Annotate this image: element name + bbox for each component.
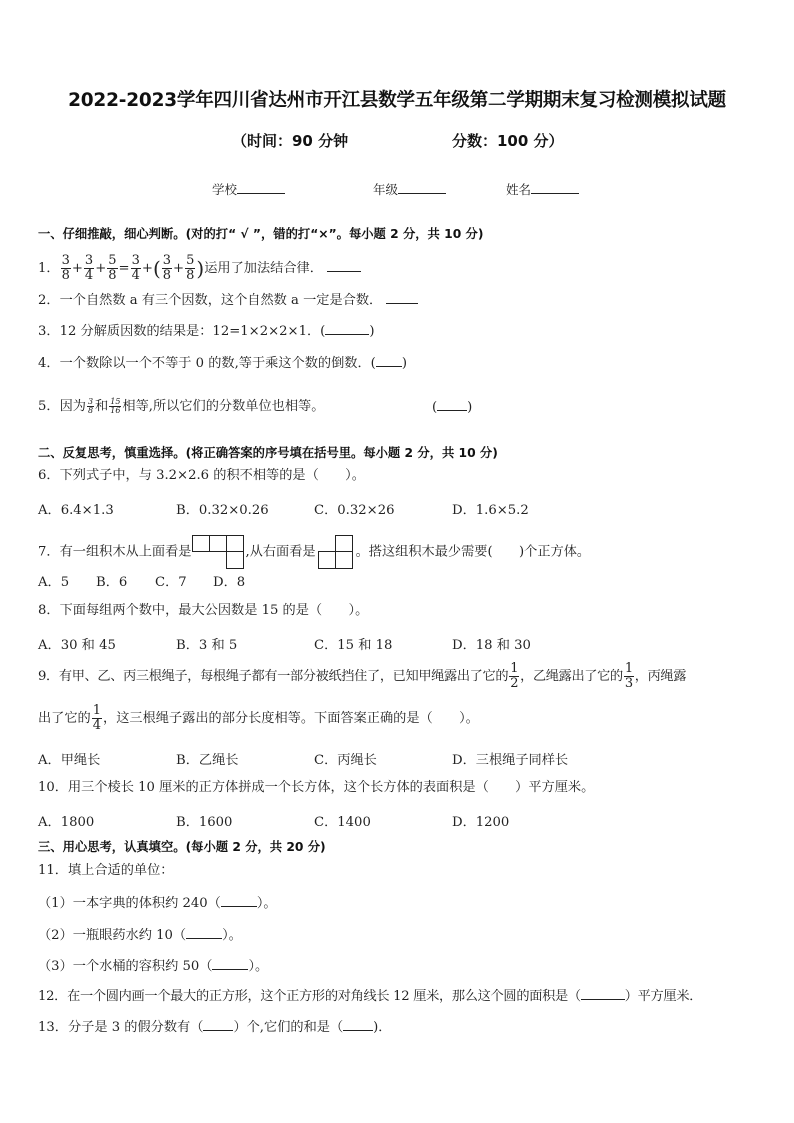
name-label: 姓名 bbox=[506, 182, 532, 197]
denominator: 8 bbox=[108, 268, 117, 283]
fraction bbox=[131, 254, 141, 283]
numerator: 1 bbox=[624, 661, 633, 676]
q10-option-a[interactable]: A．1800 bbox=[38, 815, 95, 830]
left-paren: ( bbox=[152, 256, 161, 281]
q6-option-b[interactable]: B．0.32×0.26 bbox=[176, 503, 269, 518]
q11-part-3 bbox=[38, 957, 268, 976]
fraction bbox=[87, 398, 94, 415]
q11-part-1-text: （1）一本字典的体积约 240（ bbox=[38, 896, 221, 911]
q9-text-b: ，乙绳露出了它的 bbox=[520, 669, 623, 684]
q7-text-b: ,从右面看是 bbox=[245, 544, 316, 560]
denominator: 4 bbox=[92, 718, 102, 733]
fraction bbox=[185, 254, 195, 283]
numerator: 1 bbox=[92, 703, 102, 718]
question-1 bbox=[38, 254, 361, 283]
q12-text-b: ）平方厘米． bbox=[624, 989, 703, 1004]
question-2 bbox=[38, 291, 418, 310]
name-field bbox=[506, 180, 579, 198]
q10-option-c[interactable]: C．1400 bbox=[314, 815, 371, 830]
numerator: 15 bbox=[110, 397, 121, 406]
question-5 bbox=[38, 398, 324, 416]
fraction bbox=[162, 254, 172, 283]
operator: + bbox=[173, 261, 185, 276]
q11-part-1 bbox=[38, 894, 277, 913]
q13-text-c: )． bbox=[373, 1020, 392, 1035]
q5-text-b: 和 bbox=[95, 399, 109, 414]
question-11: 11．填上合适的单位： bbox=[38, 863, 174, 878]
answer-blank[interactable] bbox=[186, 926, 222, 939]
question-8: 8．下面每组两个数中，最大公因数是 15 的是（ ）。 bbox=[38, 603, 369, 618]
numerator: 1 bbox=[510, 661, 519, 676]
q11-part-2-text: （2）一瓶眼药水约 10（ bbox=[38, 928, 187, 943]
q8-option-a[interactable]: A．30 和 45 bbox=[38, 638, 116, 653]
school-blank[interactable] bbox=[237, 181, 285, 194]
question-4 bbox=[38, 354, 407, 373]
numerator: 5 bbox=[186, 253, 195, 268]
operator: + bbox=[141, 261, 153, 276]
question-3 bbox=[38, 322, 374, 341]
operator: + bbox=[95, 261, 107, 276]
question-13 bbox=[38, 1018, 391, 1037]
q10-option-d[interactable]: D．1200 bbox=[452, 815, 510, 830]
q7-text-c: 。搭这组积木最少需要( )个正方体。 bbox=[355, 544, 591, 560]
numerator: 3 bbox=[131, 253, 140, 268]
question-9-line-1 bbox=[38, 662, 686, 691]
q1-text: 运用了加法结合律． bbox=[204, 261, 323, 276]
section-2-heading: 二、反复思考，慎重选择。(将正确答案的序号填在括号里。每小题 2 分，共 10 分) bbox=[38, 446, 498, 460]
q4-text: 4．一个数除以一个不等于 0 的数,等于乘这个数的倒数．( bbox=[38, 356, 376, 371]
paren-close: ）。 bbox=[256, 896, 277, 911]
q10-option-b[interactable]: B．1600 bbox=[176, 815, 233, 830]
paren-open: ( bbox=[432, 400, 438, 415]
q1-number: 1． bbox=[38, 261, 60, 276]
answer-blank[interactable] bbox=[325, 322, 369, 335]
q9-option-c[interactable]: C．丙绳长 bbox=[314, 753, 377, 768]
equals-sign: = bbox=[118, 261, 130, 276]
denominator: 2 bbox=[510, 676, 519, 691]
denominator: 3 bbox=[624, 676, 633, 691]
name-blank[interactable] bbox=[531, 181, 579, 194]
question-12 bbox=[38, 987, 702, 1006]
q9-option-a[interactable]: A．甲绳长 bbox=[38, 753, 101, 768]
denominator: 8 bbox=[61, 268, 70, 283]
numerator: 5 bbox=[108, 253, 117, 268]
answer-blank[interactable] bbox=[376, 354, 402, 367]
q6-option-c[interactable]: C．0.32×26 bbox=[314, 503, 395, 518]
denominator: 8 bbox=[162, 268, 172, 283]
denominator: 8 bbox=[87, 406, 94, 415]
q8-option-c[interactable]: C．15 和 18 bbox=[314, 638, 393, 653]
fraction bbox=[624, 662, 634, 691]
school-field bbox=[212, 180, 285, 198]
q11-part-3-text: （3）一个水桶的容积约 50（ bbox=[38, 959, 213, 974]
fraction bbox=[107, 254, 117, 283]
q13-text-b: ）个,它们的和是（ bbox=[233, 1020, 344, 1035]
q9-option-d[interactable]: D．三根绳子同样长 bbox=[452, 753, 569, 768]
school-label: 学校 bbox=[212, 182, 238, 197]
q5-text-a: 5．因为 bbox=[38, 399, 86, 414]
right-paren: ) bbox=[196, 256, 205, 281]
denominator: 4 bbox=[131, 268, 140, 283]
q9-text-a: 9．有甲、乙、丙三根绳子，每根绳子都有一部分被纸挡住了，已知甲绳露出了它的 bbox=[38, 669, 509, 684]
q9-text-d: 出了它的 bbox=[38, 711, 91, 726]
denominator: 16 bbox=[110, 406, 121, 415]
q9-option-b[interactable]: B．乙绳长 bbox=[176, 753, 239, 768]
fraction bbox=[61, 254, 71, 283]
q7-text-a: 7．有一组积木从上面看是 bbox=[38, 544, 192, 560]
grade-label: 年级 bbox=[373, 182, 399, 197]
q9-text-c: ，丙绳露 bbox=[634, 669, 687, 684]
paren-close: ) bbox=[467, 400, 473, 415]
q6-option-a[interactable]: A．6.4×1.3 bbox=[38, 503, 114, 518]
question-6: 6．下列式子中，与 3.2×2.6 的积不相等的是（ ）。 bbox=[38, 468, 365, 483]
paren-close: ）。 bbox=[222, 928, 242, 943]
fraction bbox=[109, 398, 121, 415]
numerator: 3 bbox=[84, 253, 94, 268]
question-10: 10．用三个棱长 10 厘米的正方体拼成一个长方体，这个长方体的表面积是（ ）平方厘米。 bbox=[38, 780, 595, 795]
fraction bbox=[84, 254, 94, 283]
answer-blank[interactable] bbox=[203, 1018, 233, 1031]
exam-time: （时间：90 分钟 bbox=[232, 132, 349, 150]
q7-option-b[interactable]: B．6 bbox=[96, 575, 128, 590]
q3-text: 3．12 分解质因数的结果是：12=1×2×2×1．( bbox=[38, 324, 326, 339]
answer-blank[interactable] bbox=[343, 1018, 373, 1031]
q7-option-d[interactable]: D．8 bbox=[213, 575, 246, 590]
numerator: 3 bbox=[61, 253, 70, 268]
answer-blank[interactable] bbox=[386, 291, 418, 304]
q8-option-b[interactable]: B．3 和 5 bbox=[176, 638, 238, 653]
exam-score: 分数：100 分） bbox=[452, 132, 564, 150]
q5-answer bbox=[432, 398, 472, 417]
answer-blank[interactable] bbox=[212, 957, 248, 970]
q6-option-d[interactable]: D．1.6×5.2 bbox=[452, 503, 529, 518]
paren-close: ）。 bbox=[248, 959, 269, 974]
denominator: 4 bbox=[84, 268, 94, 283]
answer-blank[interactable] bbox=[437, 398, 467, 411]
q11-part-2 bbox=[38, 926, 242, 945]
question-7 bbox=[38, 535, 590, 569]
paren-close: ) bbox=[401, 356, 407, 371]
section-1-heading: 一、仔细推敲，细心判断。(对的打“ √ ”，错的打“×”。每小题 2 分，共 10 分) bbox=[38, 227, 484, 241]
section-3-heading: 三、用心思考，认真填空。(每小题 2 分，共 20 分) bbox=[38, 840, 326, 854]
page-title: 2022-2023学年四川省达州市开江县数学五年级第二学期期末复习检测模拟试题 bbox=[68, 90, 726, 111]
q9-text-e: ，这三根绳子露出的部分长度相等。下面答案正确的是（ ）。 bbox=[103, 711, 479, 726]
paren-close: ) bbox=[369, 324, 375, 339]
answer-blank[interactable] bbox=[327, 259, 361, 272]
q13-text-a: 13．分子是 3 的假分数有（ bbox=[38, 1020, 204, 1035]
q2-text: 2．一个自然数 a 有三个因数，这个自然数 a 一定是合数． bbox=[38, 293, 383, 308]
fraction bbox=[509, 662, 519, 691]
answer-blank[interactable] bbox=[221, 894, 257, 907]
grade-blank[interactable] bbox=[398, 181, 446, 194]
q5-text-c: 相等,所以它们的分数单位也相等。 bbox=[122, 399, 325, 414]
q12-text-a: 12．在一个圆内画一个最大的正方形，这个正方形的对角线长 12 厘米，那么这个圆的面积是（ bbox=[38, 989, 581, 1004]
numerator: 3 bbox=[162, 253, 172, 268]
top-view-figure bbox=[192, 535, 244, 569]
answer-blank[interactable] bbox=[581, 987, 625, 1000]
numerator: 3 bbox=[87, 397, 94, 406]
denominator: 8 bbox=[186, 268, 195, 283]
right-view-figure bbox=[318, 535, 354, 569]
q7-option-a[interactable]: A．5 bbox=[38, 575, 70, 590]
fraction bbox=[92, 704, 102, 733]
operator: + bbox=[71, 261, 83, 276]
grade-field bbox=[373, 180, 446, 198]
q7-option-c[interactable]: C．7 bbox=[155, 575, 187, 590]
question-9-line-2 bbox=[38, 704, 479, 733]
q8-option-d[interactable]: D．18 和 30 bbox=[452, 638, 531, 653]
